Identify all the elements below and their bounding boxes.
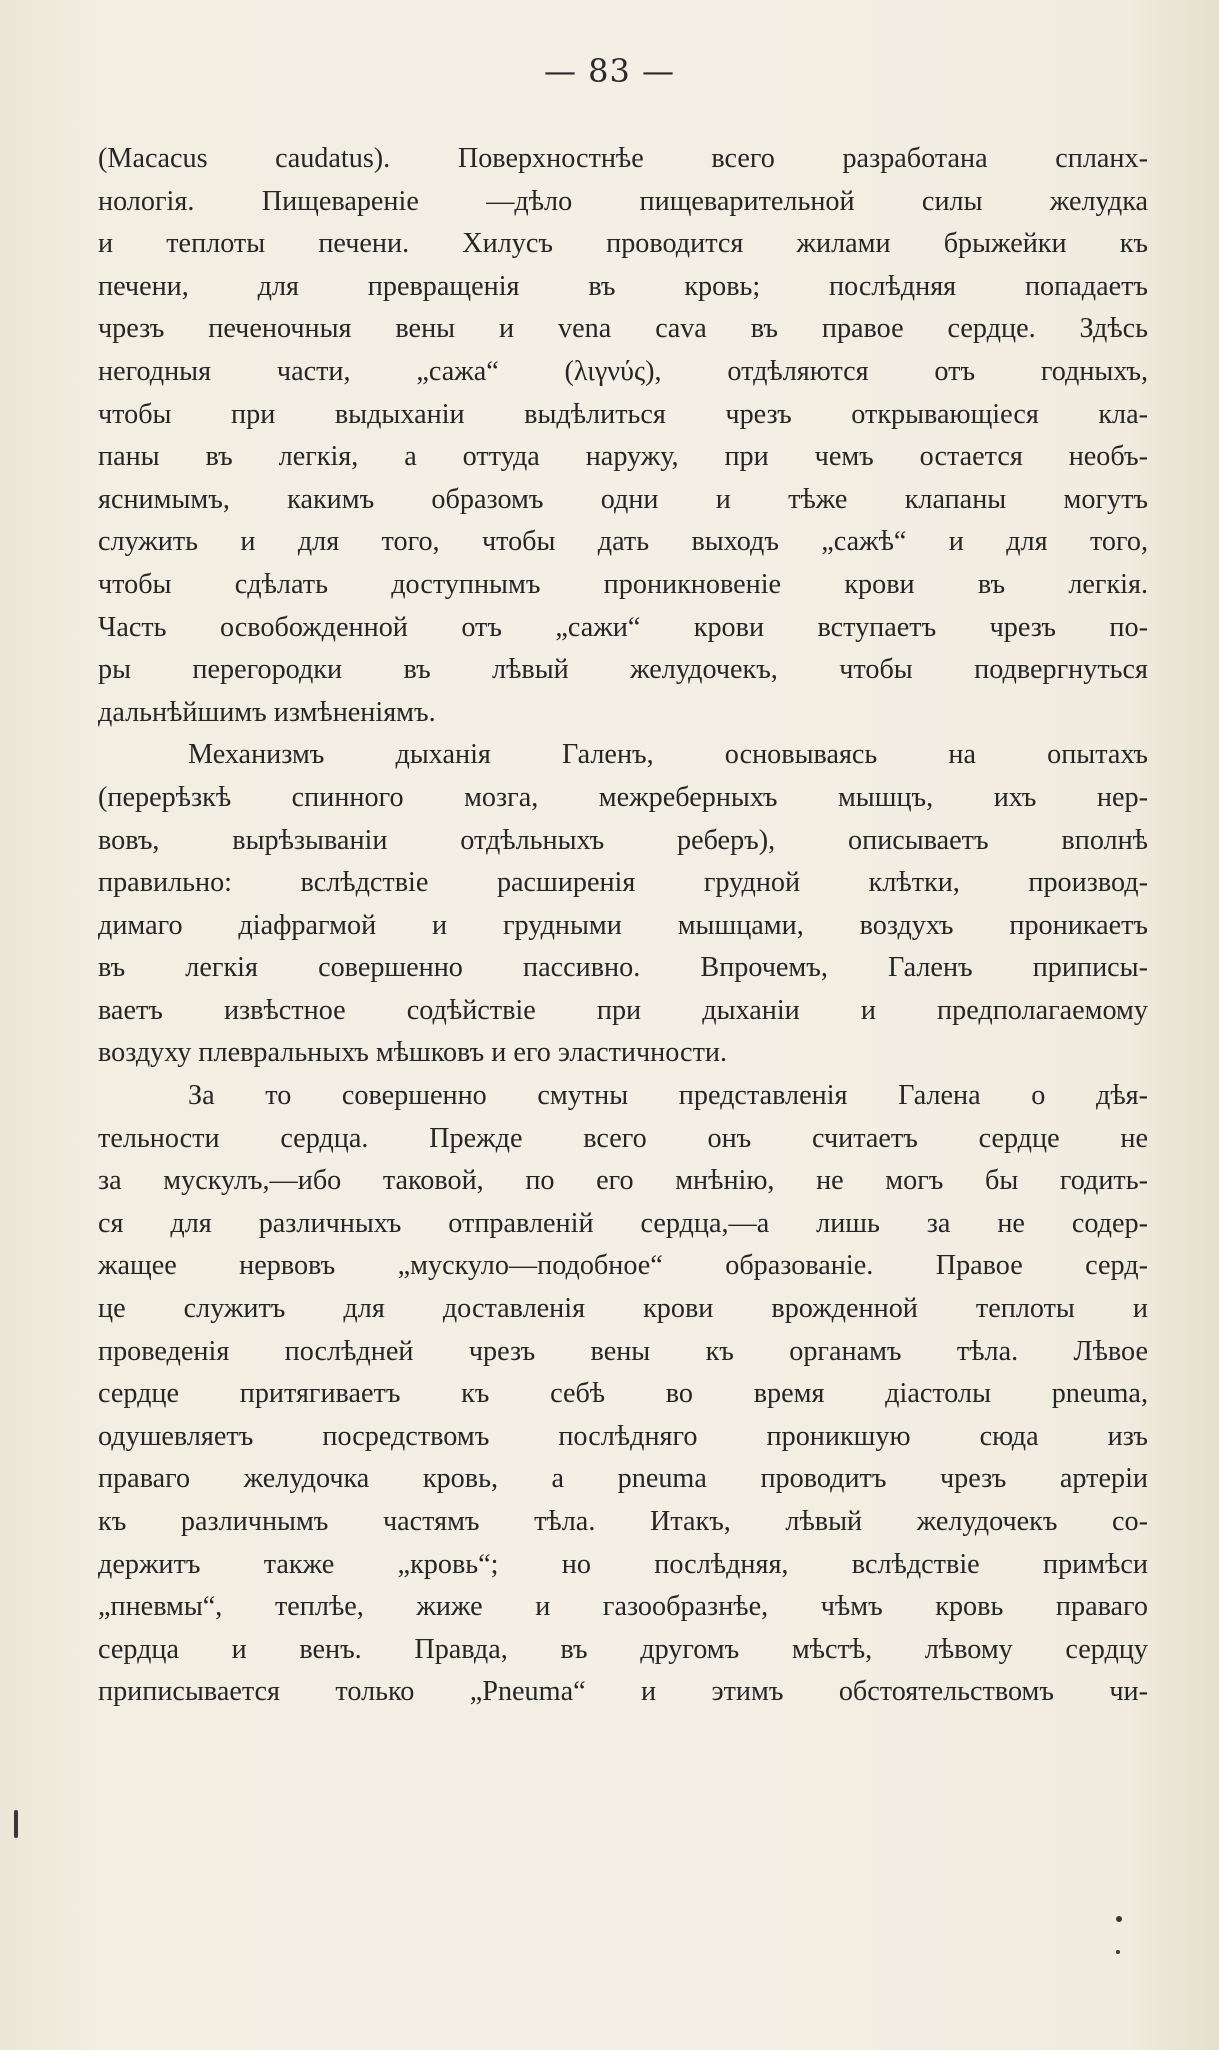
ink-speck — [1116, 1950, 1120, 1954]
text-line: воздуху плевральныхъ мѣшковъ и его эластичности. — [98, 1037, 728, 1069]
text-line: ваетъ извѣстное содѣйствіе при дыханіи и предполагаемому — [98, 994, 1148, 1026]
text-line: приписывается только „Pneuma“ и этимъ обстоятельствомъ чи- — [98, 1676, 1148, 1708]
paragraph-3 — [98, 1075, 1148, 1714]
text-line: одушевляетъ посредствомъ послѣдняго проникшую сюда изъ — [98, 1420, 1148, 1452]
paragraph-2 — [98, 734, 1148, 1075]
text-line: чтобы сдѣлать доступнымъ проникновеніе крови въ легкія. — [98, 568, 1148, 600]
text-line: паны въ легкія, а оттуда наружу, при чемъ остается необъ- — [98, 441, 1148, 473]
text-line: нологія. Пищевареніе —дѣло пищеварительной силы желудка — [98, 185, 1148, 217]
text-line: печени, для превращенія въ кровь; послѣдняя попадаетъ — [98, 270, 1148, 302]
text-line: Часть освобожденной отъ „сажи“ крови вступаетъ чрезъ по- — [98, 611, 1148, 643]
text-line: въ легкія совершенно пассивно. Впрочемъ, Галенъ приписы- — [98, 952, 1148, 984]
text-line: чтобы при выдыханіи выдѣлиться чрезъ открывающіеся кла- — [98, 398, 1148, 430]
text-line: дальнѣйшимъ измѣненіямъ. — [98, 696, 436, 728]
text-line: (перерѣзкѣ спинного мозга, межреберныхъ мышцъ, ихъ нер- — [98, 781, 1148, 813]
text-line: вовъ, вырѣзываніи отдѣльныхъ реберъ), описываетъ вполнѣ — [98, 824, 1148, 856]
text-line: служить и для того, чтобы дать выходъ „сажѣ“ и для того, — [98, 526, 1148, 558]
text-line: чрезъ печеночныя вены и vena cava въ правое сердце. Здѣсь — [98, 313, 1148, 345]
text-line: сердце притягиваетъ къ себѣ во время діастолы pneuma, — [98, 1378, 1148, 1410]
text-line: це служитъ для доставленія крови врожденной теплоты и — [98, 1293, 1148, 1325]
text-line: ры перегородки въ лѣвый желудочекъ, чтобы подвергнуться — [98, 654, 1148, 686]
ink-speck — [14, 1810, 18, 1838]
text-line: яснимымъ, какимъ образомъ одни и тѣже клапаны могутъ — [98, 483, 1148, 515]
text-line: За то совершенно смутны представленія Галена о дѣя- — [188, 1080, 1148, 1112]
text-line: „пневмы“, теплѣе, жиже и газообразнѣе, чѣмъ кровь праваго — [98, 1591, 1148, 1623]
page-number: — 83 — — [543, 52, 676, 90]
text-line: тельности сердца. Прежде всего онъ считаетъ сердце не — [98, 1122, 1148, 1154]
text-line: Механизмъ дыханія Галенъ, основываясь на опытахъ — [188, 739, 1148, 771]
text-line: держитъ также „кровь“; но послѣдняя, вслѣдствіе примѣси — [98, 1548, 1148, 1580]
text-line: ся для различныхъ отправленій сердца,—а лишь за не содер- — [98, 1207, 1148, 1239]
text-line: праваго желудочка кровь, а pneuma проводитъ чрезъ артеріи — [98, 1463, 1148, 1495]
text-line: къ различнымъ частямъ тѣла. Итакъ, лѣвый желудочекъ со- — [98, 1506, 1148, 1537]
ink-speck — [1116, 1916, 1122, 1922]
paragraph-1 — [98, 138, 1148, 734]
text-line: правильно: вслѣдствіе расширенія грудной клѣтки, производ- — [98, 867, 1148, 899]
text-line: за мускулъ,—ибо таковой, по его мнѣнію, не могъ бы годить- — [98, 1165, 1148, 1197]
body-text — [98, 138, 1148, 1714]
text-line: негодныя части, „сажа“ (λιγνύς), отдѣляются отъ годныхъ, — [98, 355, 1148, 387]
text-line: и теплоты печени. Хилусъ проводится жилами брыжейки къ — [98, 228, 1148, 260]
text-line: димаго діафрагмой и грудными мышцами, воздухъ проникаетъ — [98, 909, 1148, 941]
text-line: проведенія послѣдней чрезъ вены къ органамъ тѣла. Лѣвое — [98, 1335, 1148, 1367]
text-line: жащее нервовъ „мускуло—подобное“ образованіе. Правое серд- — [98, 1250, 1148, 1282]
text-line: сердца и венъ. Правда, въ другомъ мѣстѣ, лѣвому сердцу — [98, 1633, 1148, 1665]
text-line: (Macacus caudatus). Поверхностнѣе всего разработана спланх- — [98, 143, 1148, 174]
